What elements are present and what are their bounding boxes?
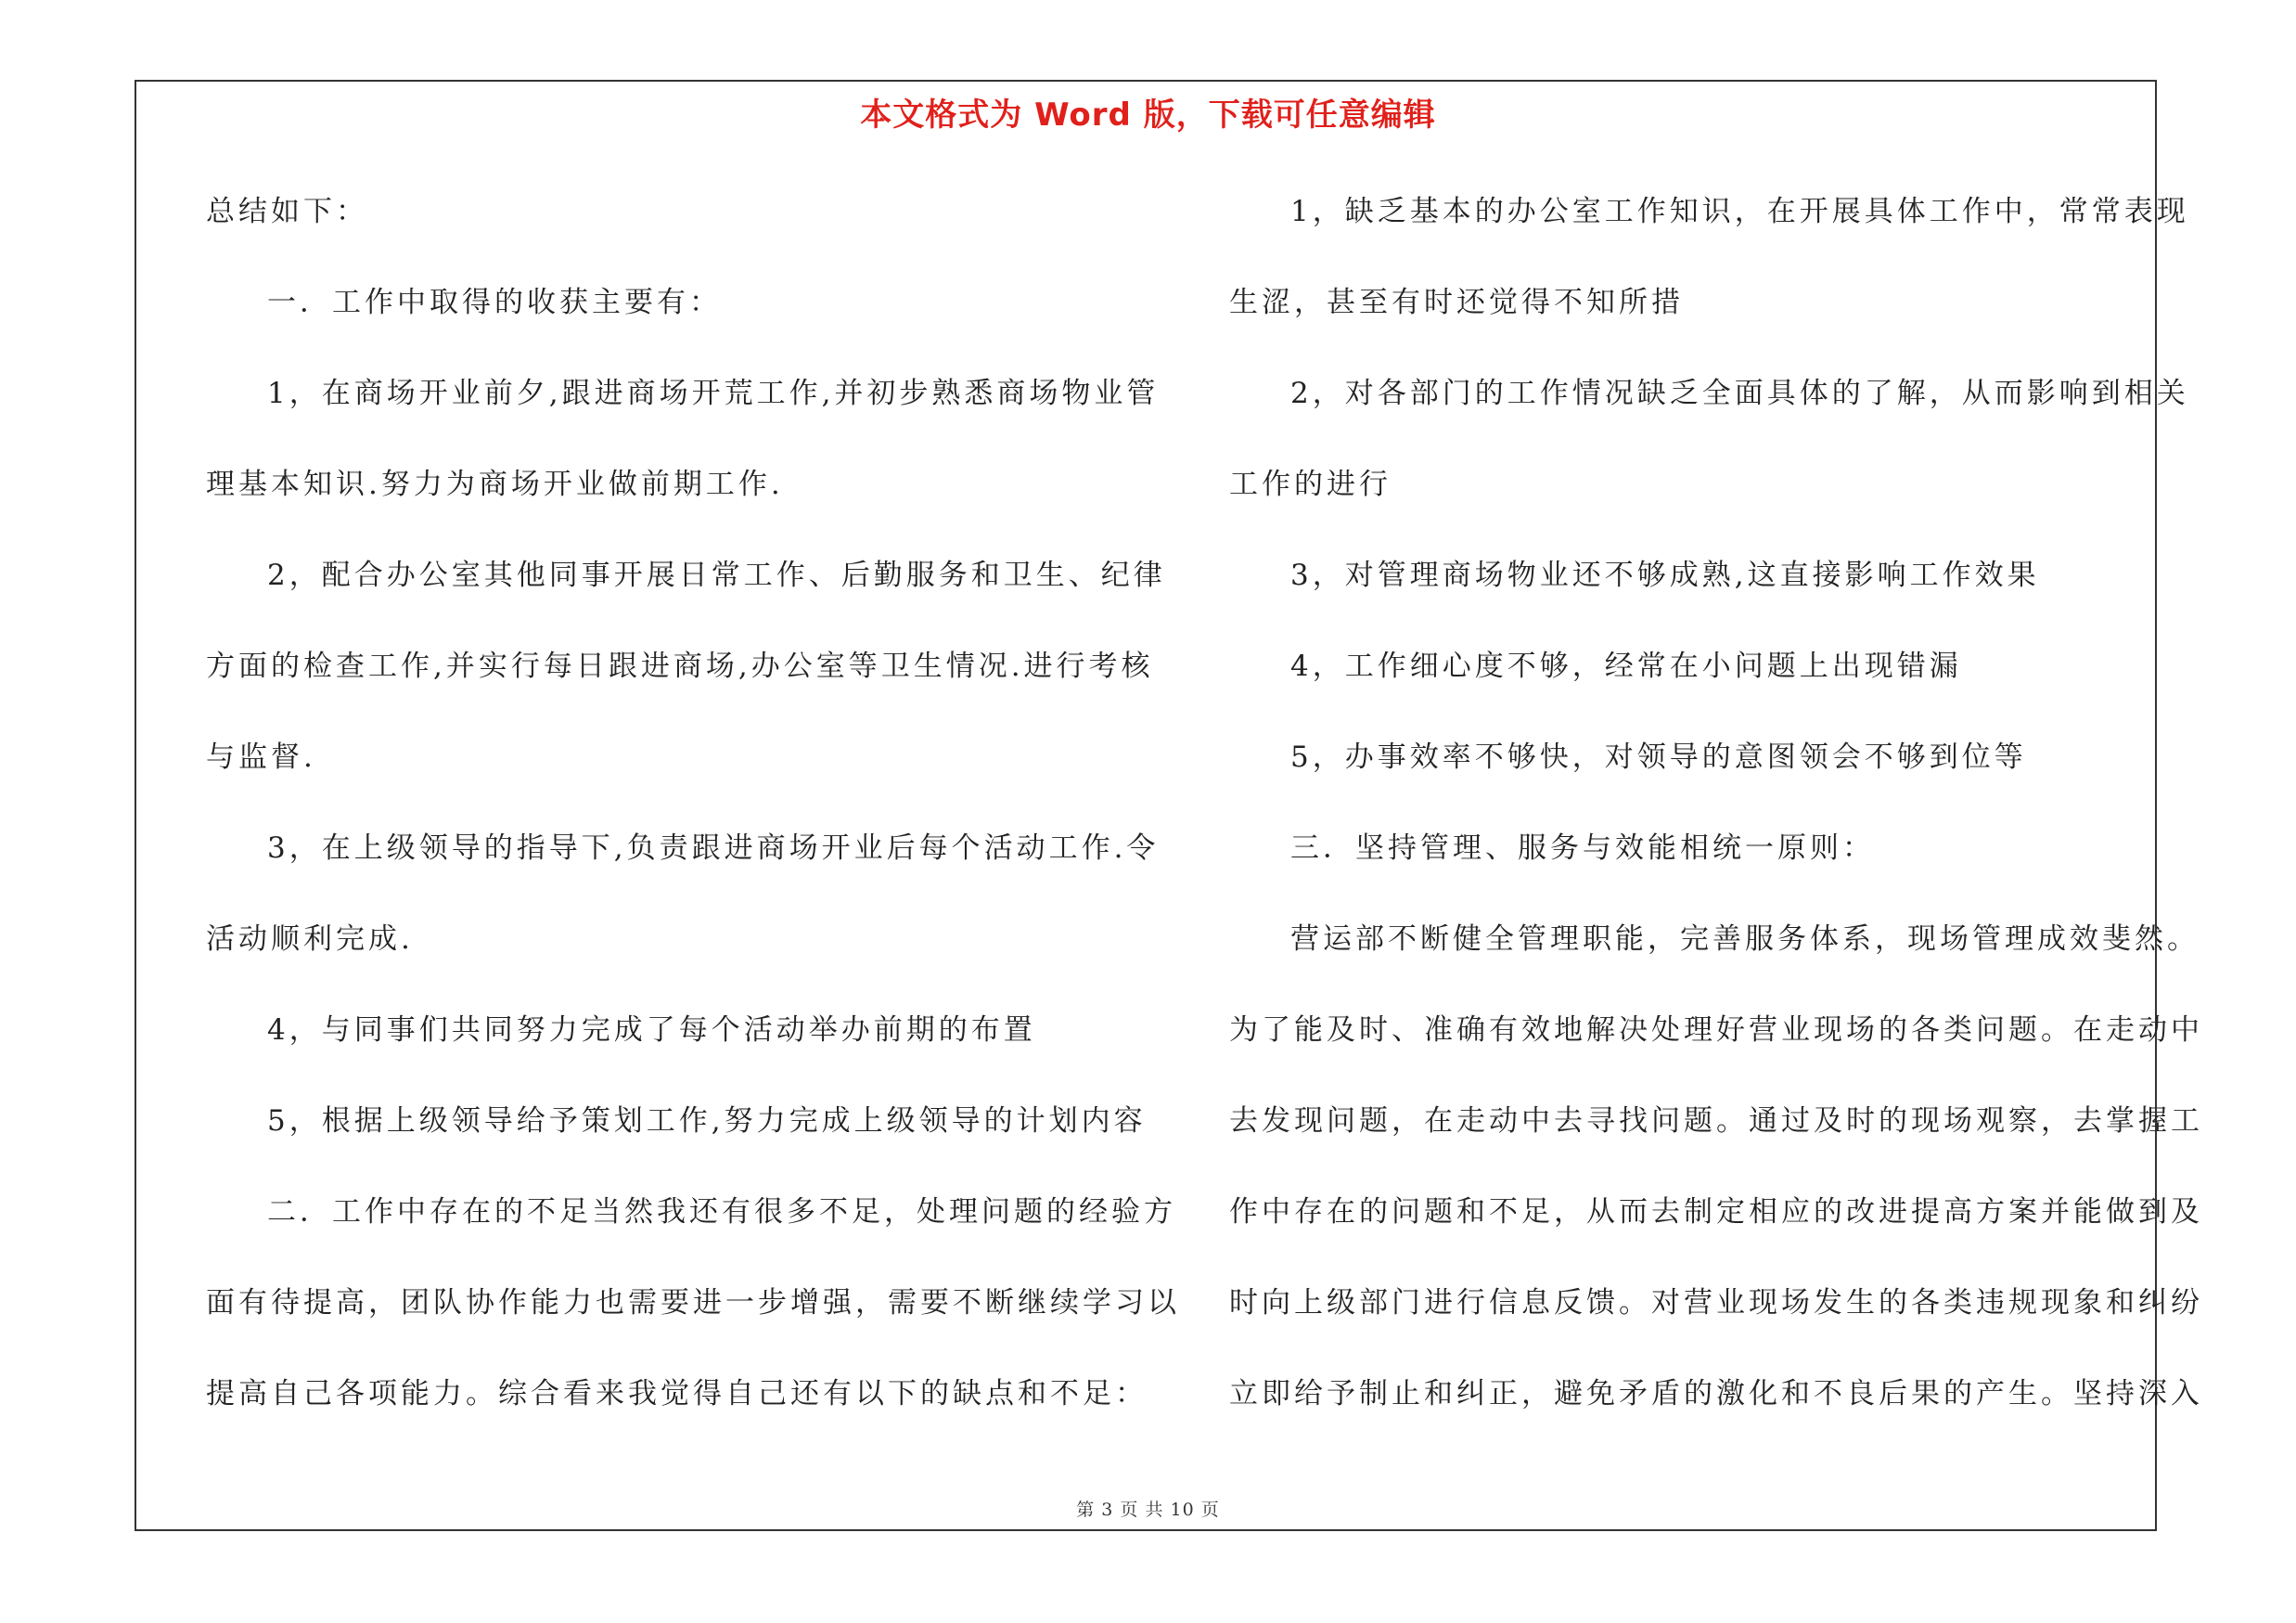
paragraph-line: 4，与同事们共同努力完成了每个活动举办前期的布置 [267,1013,1036,1047]
paragraph-line: 面有待提高，团队协作能力也需要进一步增强，需要不断继续学习以 [206,1286,1180,1320]
paragraph-line: 三．坚持管理、服务与效能相统一原则： [1290,831,1875,865]
paragraph-line: 去发现问题，在走动中去寻找问题。通过及时的现场观察，去掌握工 [1229,1104,2203,1138]
paragraph-line: 2，对各部门的工作情况缺乏全面具体的了解，从而影响到相关 [1290,377,2189,410]
paragraph-line: 时向上级部门进行信息反馈。对营业现场发生的各类违规现象和纠纷 [1229,1286,2203,1320]
paragraph-line: 2，配合办公室其他同事开展日常工作、后勤服务和卫生、纪律 [267,559,1166,592]
paragraph-line: 方面的检查工作,并实行每日跟进商场,办公室等卫生情况.进行考核 [206,650,1154,683]
paragraph-line: 一．工作中取得的收获主要有： [267,286,722,319]
paragraph-line: 工作的进行 [1229,468,1392,501]
document-banner: 本文格式为 Word 版，下载可任意编辑 [860,97,1436,134]
paragraph-line: 生涩，甚至有时还觉得不知所措 [1229,286,1684,319]
paragraph-line: 理基本知识.努力为商场开业做前期工作. [206,468,784,501]
right-column [1229,182,2203,1455]
left-column [206,182,1180,1455]
paragraph-line: 5，根据上级领导给予策划工作,努力完成上级领导的计划内容 [267,1104,1147,1138]
paragraph-line: 与监督. [206,741,316,774]
paragraph-line: 营运部不断健全管理职能，完善服务体系，现场管理成效斐然。 [1290,922,2200,956]
paragraph-line: 活动顺利完成. [206,922,414,956]
paragraph-line: 3，对管理商场物业还不够成熟,这直接影响工作效果 [1290,559,2040,592]
paragraph-line: 4，工作细心度不够，经常在小问题上出现错漏 [1290,650,1962,683]
paragraph-line: 立即给予制止和纠正，避免矛盾的激化和不良后果的产生。坚持深入 [1229,1377,2203,1410]
paragraph-line: 提高自己各项能力。综合看来我觉得自己还有以下的缺点和不足： [206,1377,1148,1410]
paragraph-line: 总结如下： [206,195,368,228]
page-number-footer: 第 3 页 共 10 页 [1076,1500,1220,1520]
paragraph-line: 3，在上级领导的指导下,负责跟进商场开业后每个活动工作.令 [267,831,1160,865]
paragraph-line: 1，在商场开业前夕,跟进商场开荒工作,并初步熟悉商场物业管 [267,377,1160,410]
paragraph-line: 作中存在的问题和不足，从而去制定相应的改进提高方案并能做到及 [1229,1195,2203,1229]
paragraph-line: 为了能及时、准确有效地解决处理好营业现场的各类问题。在走动中 [1229,1013,2203,1047]
paragraph-line: 1，缺乏基本的办公室工作知识，在开展具体工作中，常常表现 [1290,195,2189,228]
paragraph-line: 二．工作中存在的不足当然我还有很多不足，处理问题的经验方 [267,1195,1176,1229]
paragraph-line: 5，办事效率不够快，对领导的意图领会不够到位等 [1290,741,2027,774]
